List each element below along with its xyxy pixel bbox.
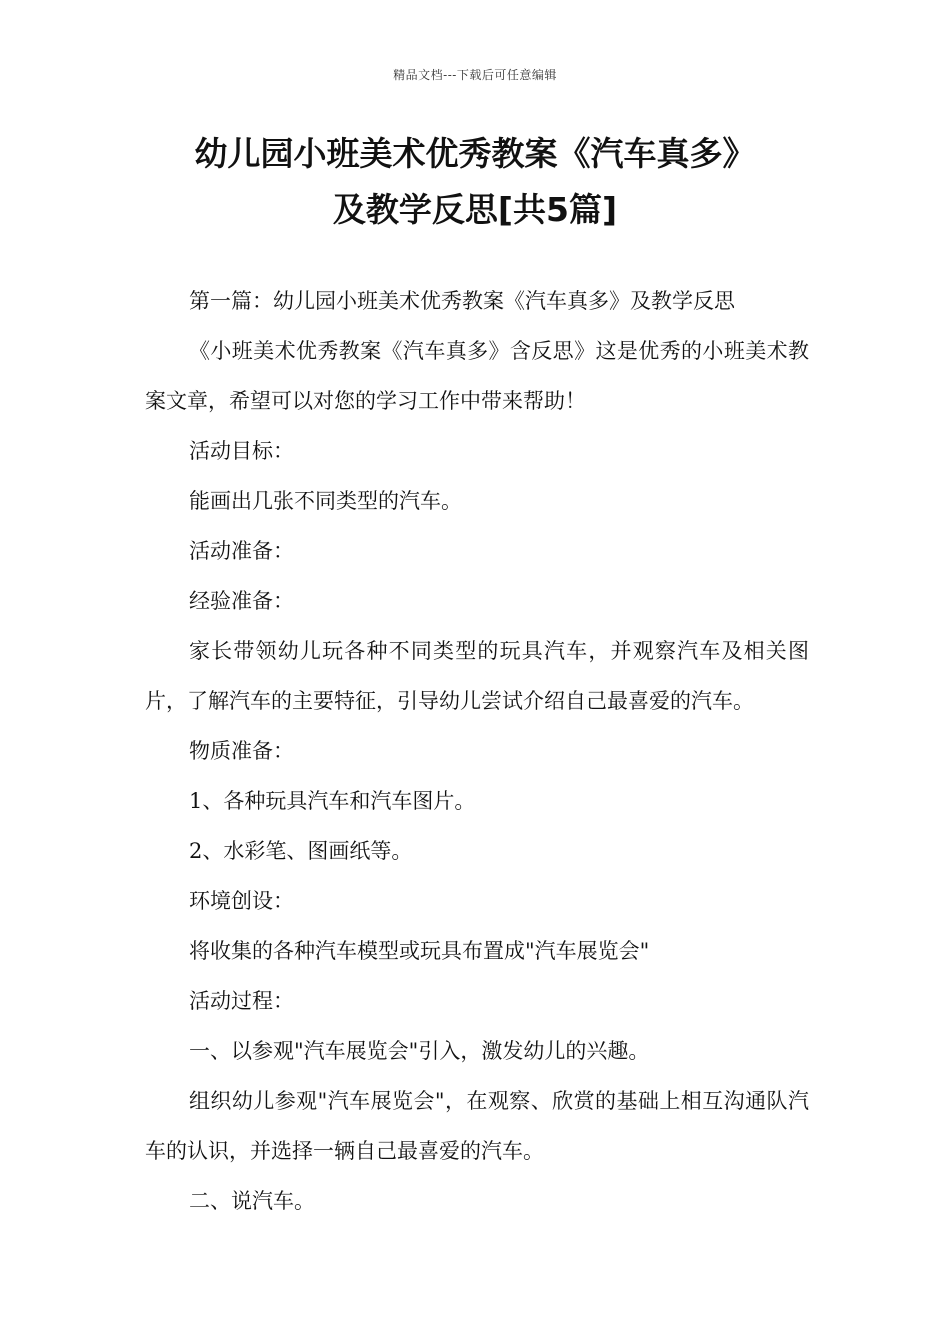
title-line-1: 幼儿园小班美术优秀教案《汽车真多》 <box>194 134 756 173</box>
paragraph-experience-heading: 经验准备： <box>189 589 294 613</box>
paragraph-step-2: 二、说汽车。 <box>189 1189 315 1213</box>
paragraph-goal: 能画出几张不同类型的汽车。 <box>189 489 462 513</box>
paragraph-goal-heading: 活动目标： <box>189 439 294 463</box>
paragraph-material-2: 2、水彩笔、图画纸等。 <box>189 839 413 863</box>
paragraph-step-1: 一、以参观"汽车展览会"引入，激发幼儿的兴趣。 <box>189 1039 650 1063</box>
paragraph-material-heading: 物质准备： <box>189 739 294 763</box>
paragraph-intro: 《小班美术优秀教案《汽车真多》含反思》这是优秀的小班美术教案文章，希望可以对您的学习工作中带来帮助！ <box>145 339 809 413</box>
document-title <box>120 126 830 238</box>
paragraph-prep-heading: 活动准备： <box>189 539 294 563</box>
paragraph-material-1: 1、各种玩具汽车和汽车图片。 <box>189 789 476 813</box>
paragraph-environment-heading: 环境创设： <box>189 889 294 913</box>
paragraph-chapter-heading: 第一篇：幼儿园小班美术优秀教案《汽车真多》及教学反思 <box>189 289 735 313</box>
paragraph-environment: 将收集的各种汽车模型或玩具布置成"汽车展览会" <box>189 939 650 963</box>
title-line-2: 及教学反思[共5篇] <box>332 190 618 229</box>
document-body <box>145 276 809 1226</box>
paragraph-process-heading: 活动过程： <box>189 989 294 1013</box>
header-note: 精品文档---下载后可任意编辑 <box>393 68 557 82</box>
paragraph-step-1-detail: 组织幼儿参观"汽车展览会"，在观察、欣赏的基础上相互沟通队汽车的认识，并选择一辆自己最喜爱的汽车。 <box>145 1089 809 1163</box>
paragraph-experience: 家长带领幼儿玩各种不同类型的玩具汽车，并观察汽车及相关图片，了解汽车的主要特征，引导幼儿尝试介绍自己最喜爱的汽车。 <box>145 639 809 713</box>
